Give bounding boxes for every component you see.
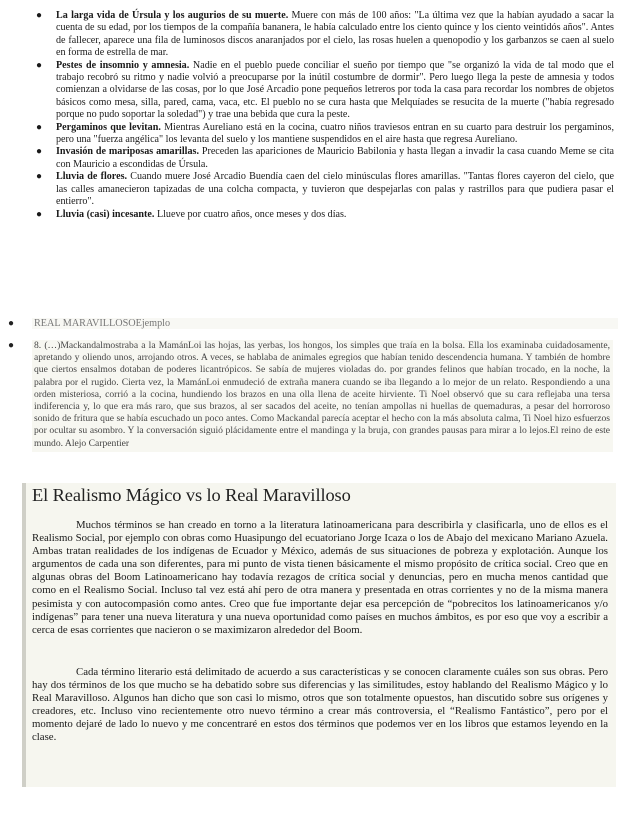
bullet-icon: ● bbox=[36, 10, 43, 21]
bullet-icon: ● bbox=[36, 121, 43, 133]
bullet-icon: ● bbox=[36, 146, 43, 158]
list-item: ● Pestes de insomnio y amnesia. Nadie en el pueblo puede conciliar el sueño por tiempo que "se organizó la vida de tal modo que el trabajo recobró su ritmo y nadie volvió a preocuparse por la inútil costumbre de dormir". Pero luego llega la peste de amnesia y todos comienzan a olvidarse de las cosas, por lo que José Arcadio pone pequeños letreros por toda la casa para recordar los nombres de objetos básicos como mesa, silla, pared, cama, vaca, etc. El pueblo no se cura hasta que Melquíades se resucita de la muerte ("había regresado porque no pudo soportar la soledad") y trae una bebida que cura la peste. bbox=[36, 59, 614, 121]
list-item bbox=[8, 318, 618, 329]
list-item: ● La larga vida de Úrsula y los augurios de su muerte. Muere con más de 100 años: "La última vez que la habían ayudado a sacar la cuenta de su edad, por los tiempos de la compañía bananera, le había calculado entre los ciento quince y los ciento veintidós años". Antes de fallecer, aparece una fila de luminosos discos anaranjados por el cielo, las rosas huelen a quenopodio y los garbanzos se caen al suelo en forma de estrella de mar. bbox=[36, 10, 614, 59]
paragraph-2: Cada término literario está delimitado de acuerdo a sus características y se conocen claramente cuáles son sus obras. Pero hay dos términos de los que mucho se ha debatido sobre sus diferencias y las similitudes, estoy hablando del Realismo Mágico y lo Real Maravilloso. Algunos han dicho que son casi lo mismo, otros que son totalmente opuestos, han discutido sobre sus orígenes y creadores, etc. Incluso vino recientemente otro nuevo término a crear más controversia, el “Realismo Fantástico”, pero por el momento dejaré de lado lo nuevo y me concentraré en estos dos términos que podemos ver en los libros que estamos leyendo en la clase. bbox=[32, 666, 608, 744]
magic-events-list bbox=[36, 10, 614, 221]
list-item: ● Lluvia (casi) incesante. Llueve por cuatro años, once meses y dos días. bbox=[36, 208, 347, 220]
outer-list-title bbox=[8, 318, 618, 329]
real-maravilloso-heading: REAL MARAVILLOSOEjemplo bbox=[32, 318, 618, 329]
bullet-icon: ● bbox=[36, 171, 43, 183]
list-item: ● Invasión de mariposas amarillas. Preceden las apariciones de Mauricio Babilonia y hasta llegan a invadir la casa cuando Meme se cita con Mauricio a escondidas de Úrsula. bbox=[36, 146, 614, 170]
list-item bbox=[8, 340, 618, 452]
essay-section bbox=[22, 483, 616, 787]
bullet-icon: ● bbox=[8, 318, 15, 329]
bullet-icon: ● bbox=[36, 208, 43, 220]
list-item: ● Pergaminos que levitan. Mientras Aureliano está en la cocina, cuatro niños traviesos entran en su cuarto para destruir los pergaminos, pero una "fuerza angélica" los levanta del suelo y los mantiene suspendidos en el aire hasta que regresa Aureliano. bbox=[36, 121, 614, 146]
paragraph-1: Muchos términos se han creado en torno a la literatura latinoamericana para describirla y clasificarla, uno de ellos es el Realismo Social, por ejemplo con obras como Huasipungo del ecuatoriano Jorge Icaza o los de Abajo del mexicano Mariano Azuela. Ambas tratan realidades de los indígenas de Ecuador y México, además de sus situaciones de pobreza y explotación. Aunque los argumentos de cada una son diferentes, para mi punto de vista tienen básicamente el mismo propósito de crítica social. Creo que en algunas obras del Boom Latinoamericano hay todavía rezagos de crítica social y denuncias, pero en mucha menos cantidad que como en el Realismo Social. Incluso tal vez está ahí pero de otra manera y presentada en otras corrientes y no de la misma manera pesimista y con autocompasión como antes. Creo que fue importante dejar esa percepción de “pobrecitos los latinoamericanos y/o indígenas” para tener una nueva literatura y una nueva oportunidad como países en muchos ámbitos, es por eso que voy a escribir a cerca de esas corrientes que nacieron o se maximizaron alrededor del Boom. bbox=[32, 519, 608, 636]
outer-list-quote bbox=[8, 340, 618, 452]
list-item: ● Lluvia de flores. Cuando muere José Arcadio Buendía caen del cielo minúsculas flores amarillas. "Tantas flores cayeron del cielo, que las calles amanecieron tapizadas de una colcha compacta, y tuvieron que despejarlas con palas y rastrillos para que pudiera pasar el entierro". bbox=[36, 171, 614, 208]
bullet-icon: ● bbox=[8, 340, 15, 351]
section-left-border bbox=[22, 483, 26, 787]
section-title: El Realismo Mágico vs lo Real Maravilloso bbox=[32, 485, 351, 505]
bullet-icon: ● bbox=[36, 59, 43, 71]
carpentier-quote: 8. (…)Mackandalmostraba a la MamánLoi las hojas, las yerbas, los hongos, los simples que traía en la bolsa. Ella los examinaba cuidadosamente, apretando y oliendo unos, arrojando otros. A veces, se hablaba de animales egregios que habían tenido descendencia humana. Y también de hombre que ciertos ensalmos dotaban de poderes licantrópicos. Se sabía de mujeres violadas do. por grandes felinos que habían trocado, en la noche, la palabra por el rugido. Cierta vez, la MamánLoi enmudeció de extraña manera cuando se iba llegando a lo mejor de un relato. Respondiendo a una orden misteriosa, corrió a la cocina, hundiendo los brazos en una olla llena de aceite hirviente. Ti Noel observó que su cara reflejaba una tersa indiferencia y, lo que era más raro, que sus brazos, al ser sacados del aceite, no tenían ampollas ni huellas de quemaduras, a pesar del horroroso sonido de fritura que se había escuchado un poco antes. Como Mackandal parecía aceptar el hecho con la más absoluta calma, Ti Noel hizo esfuerzos por ocultar su asombro. Y la conversación siguió plácidamente entre el mandinga y la bruja, con grandes pausas para mirar a lo lejos.El reino de este mundo. Alejo Carpentier bbox=[32, 340, 613, 452]
